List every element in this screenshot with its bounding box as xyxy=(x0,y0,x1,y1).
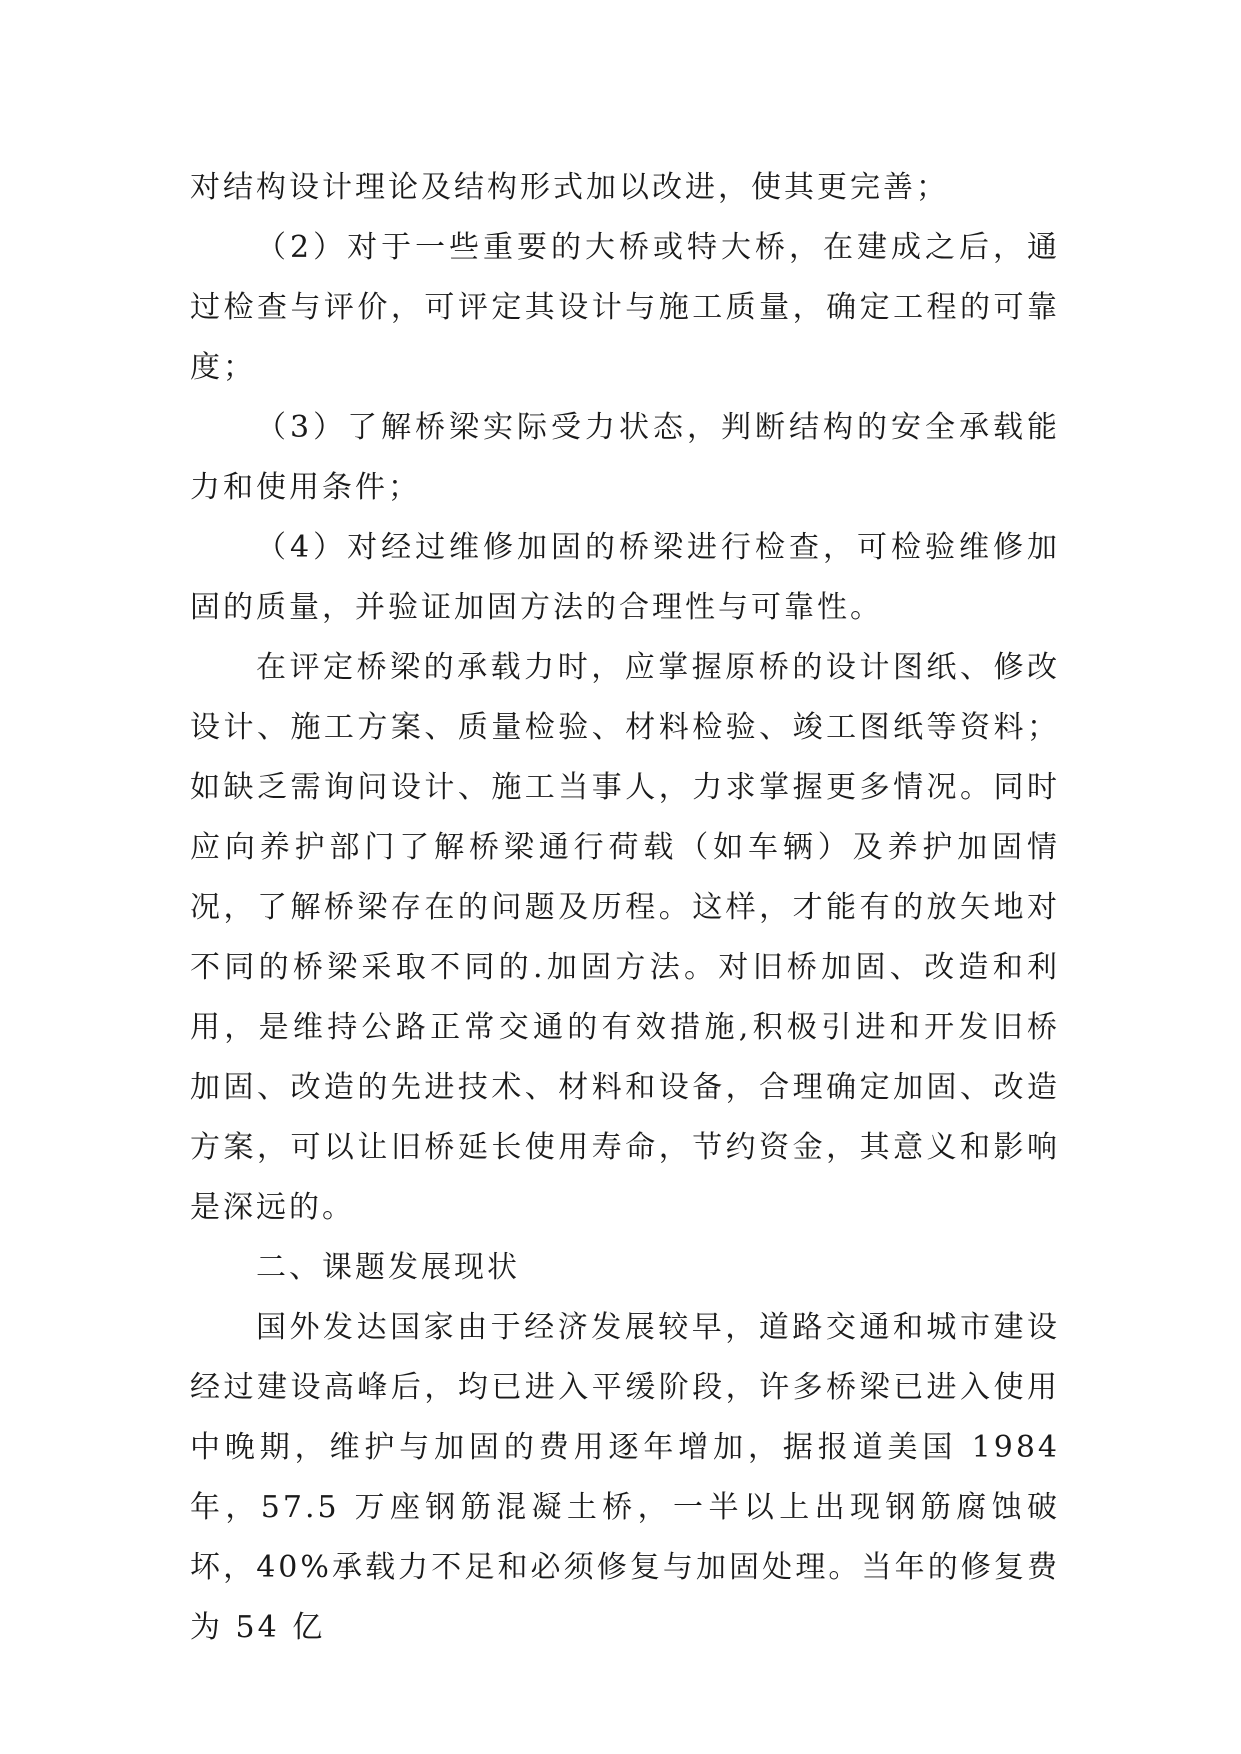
document-body xyxy=(190,158,1060,1658)
paragraph-assessment: 在评定桥梁的承载力时，应掌握原桥的设计图纸、修改设计、施工方案、质量检验、材料检验、竣工图纸等资料；如缺乏需询问设计、施工当事人，力求掌握更多情况。同时应向养护部门了解桥梁通行荷载（如车辆）及养护加固情况，了解桥梁存在的问题及历程。这样，才能有的放矢地对不同的桥梁采取不同的.加固方法。对旧桥加固、改造和利用，是维持公路正常交通的有效措施,积极引进和开发旧桥加固、改造的先进技术、材料和设备，合理确定加固、改造方案，可以让旧桥延长使用寿命，节约资金，其意义和影响是深远的。 xyxy=(190,650,1060,1225)
section-heading: 二、课题发展现状 xyxy=(256,1250,520,1285)
list-item-3: （3）了解桥梁实际受力状态，判断结构的安全承载能力和使用条件； xyxy=(190,410,1060,505)
list-item-2: （2）对于一些重要的大桥或特大桥，在建成之后，通过检查与评价，可评定其设计与施工质量，确定工程的可靠度； xyxy=(190,230,1060,385)
paragraph-continuation: 对结构设计理论及结构形式加以改进，使其更完善； xyxy=(190,170,949,205)
list-item-4: （4）对经过维修加固的桥梁进行检查，可检验维修加固的质量，并验证加固方法的合理性与可靠性。 xyxy=(190,530,1060,625)
paragraph-status: 国外发达国家由于经济发展较早，道路交通和城市建设经过建设高峰后，均已进入平缓阶段，许多桥梁已进入使用中晚期，维护与加固的费用逐年增加，据报道美国 1984 年，57.5 万座钢筋混凝土桥，一半以上出现钢筋腐蚀破坏，40%承载力不足和必须修复与加固处理。当年的修复费为 54 亿 xyxy=(190,1310,1060,1645)
